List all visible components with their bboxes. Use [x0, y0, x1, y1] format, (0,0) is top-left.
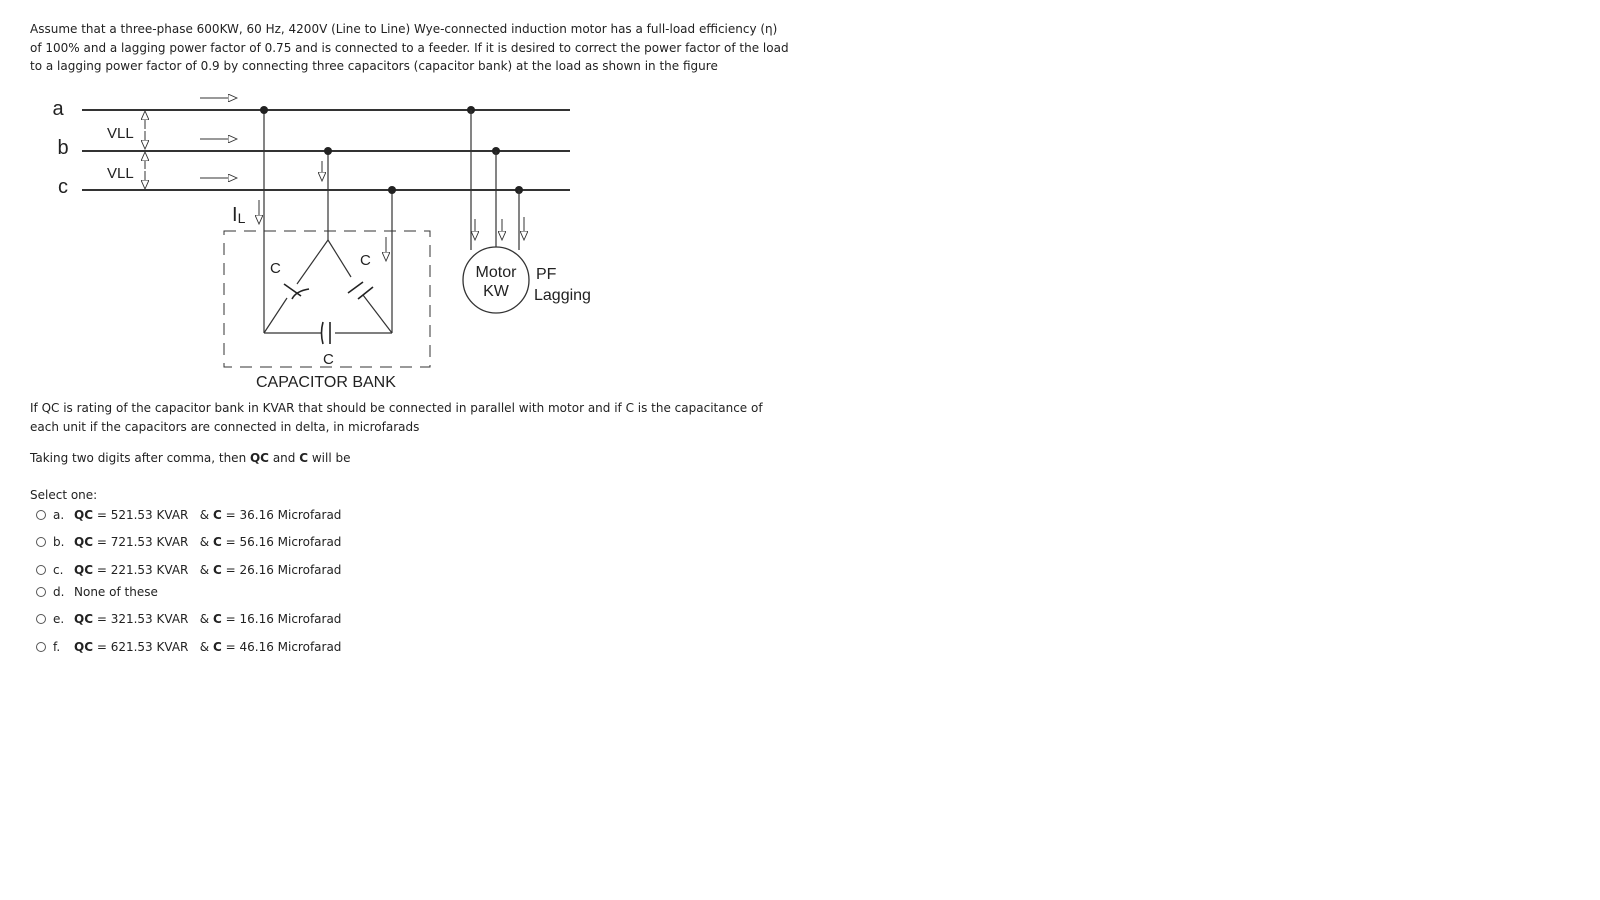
il-sub: L: [237, 210, 246, 226]
qc-label: QC: [74, 535, 94, 549]
option-letter: f.: [53, 640, 61, 654]
qc-value: = 621.53 KVAR &: [93, 640, 213, 654]
line-label-a: a: [52, 98, 64, 120]
option-text: [74, 563, 341, 577]
tap-current-arrows: [259, 161, 386, 261]
option-letter: e.: [53, 612, 65, 626]
il-main: I: [232, 204, 238, 226]
part3-qc: QC: [249, 451, 269, 465]
option-c[interactable]: [36, 563, 341, 577]
option-letter: c.: [53, 563, 64, 577]
radio-a[interactable]: [36, 510, 46, 520]
c-value: = 46.16 Microfarad: [221, 640, 342, 654]
option-b[interactable]: [36, 535, 341, 549]
c-value: = 16.16 Microfarad: [221, 612, 342, 626]
part3-suffix: will be: [308, 451, 351, 465]
option-d[interactable]: [36, 585, 158, 599]
vll-label-ab: VLL: [107, 125, 134, 142]
qc-value: = 221.53 KVAR &: [93, 563, 213, 577]
c-value: = 26.16 Microfarad: [221, 563, 342, 577]
line-label-c: c: [58, 176, 68, 198]
cap-bank-taps: [264, 110, 392, 333]
option-letter: b.: [53, 535, 65, 549]
option-text: None of these: [74, 585, 158, 599]
c-label: C: [212, 640, 222, 654]
qc-label: QC: [74, 563, 94, 577]
option-a[interactable]: [36, 508, 341, 522]
option-letter: a.: [53, 508, 65, 522]
part3-c: C: [299, 451, 309, 465]
question-text: Assume that a three-phase 600KW, 60 Hz, 4200V (Line to Line) Wye-connected induction motor has a full-load efficiency (η) of 100% and a lagging power factor of 0.75 and is connected to a feeder. If it is desired to correct the power factor of the load to a lagging power factor of 0.9 by connecting three capacitors (capacitor bank) at the load as shown in the figure: [30, 22, 789, 73]
motor-current-arrows: [475, 217, 524, 240]
question-part3: [30, 451, 350, 465]
radio-c[interactable]: [36, 565, 46, 575]
part3-and: and: [269, 451, 300, 465]
c-label: C: [212, 535, 222, 549]
qc-label: QC: [74, 612, 94, 626]
radio-b[interactable]: [36, 537, 46, 547]
cap-label-left: C: [270, 260, 281, 277]
motor-taps: [471, 110, 519, 250]
question-part2: If QC is rating of the capacitor bank in KVAR that should be connected in parallel with motor and if C is the capacitance of each unit if the capacitors are connected in delta, in microfarads: [30, 401, 763, 434]
il-label: [232, 204, 246, 226]
c-value: = 36.16 Microfarad: [221, 508, 342, 522]
qc-label: QC: [74, 640, 94, 654]
capacitor-symbols: [284, 282, 373, 344]
qc-label: QC: [74, 508, 94, 522]
c-value: = 56.16 Microfarad: [221, 535, 342, 549]
line-label-b: b: [57, 137, 69, 159]
option-letter: d.: [53, 585, 65, 599]
option-text: [74, 612, 341, 626]
option-e[interactable]: [36, 612, 341, 626]
qc-value: = 521.53 KVAR &: [93, 508, 213, 522]
radio-f[interactable]: [36, 642, 46, 652]
qc-value: = 321.53 KVAR &: [93, 612, 213, 626]
pf-label: PF: [536, 266, 557, 283]
option-text: [74, 535, 341, 549]
pf-lagging-label: Lagging: [534, 287, 591, 304]
select-one-label: Select one:: [30, 488, 98, 502]
c-label: C: [212, 508, 222, 522]
radio-e[interactable]: [36, 614, 46, 624]
c-label: C: [212, 563, 222, 577]
motor-label: Motor: [475, 264, 517, 281]
c-label: C: [212, 612, 222, 626]
part3-prefix: Taking two digits after comma, then: [30, 451, 250, 465]
circuit-diagram: [30, 85, 630, 395]
vll-label-bc: VLL: [107, 165, 134, 182]
option-text: [74, 508, 341, 522]
option-text: [74, 640, 341, 654]
delta-triangle: [264, 240, 392, 333]
cap-label-bottom: C: [323, 351, 334, 368]
cap-label-right: C: [360, 252, 371, 269]
radio-d[interactable]: [36, 587, 46, 597]
motor-kw-label: KW: [483, 283, 509, 300]
qc-value: = 721.53 KVAR &: [93, 535, 213, 549]
capacitor-bank-box: [224, 231, 430, 367]
option-f[interactable]: [36, 640, 341, 654]
capacitor-bank-label: CAPACITOR BANK: [256, 374, 396, 391]
